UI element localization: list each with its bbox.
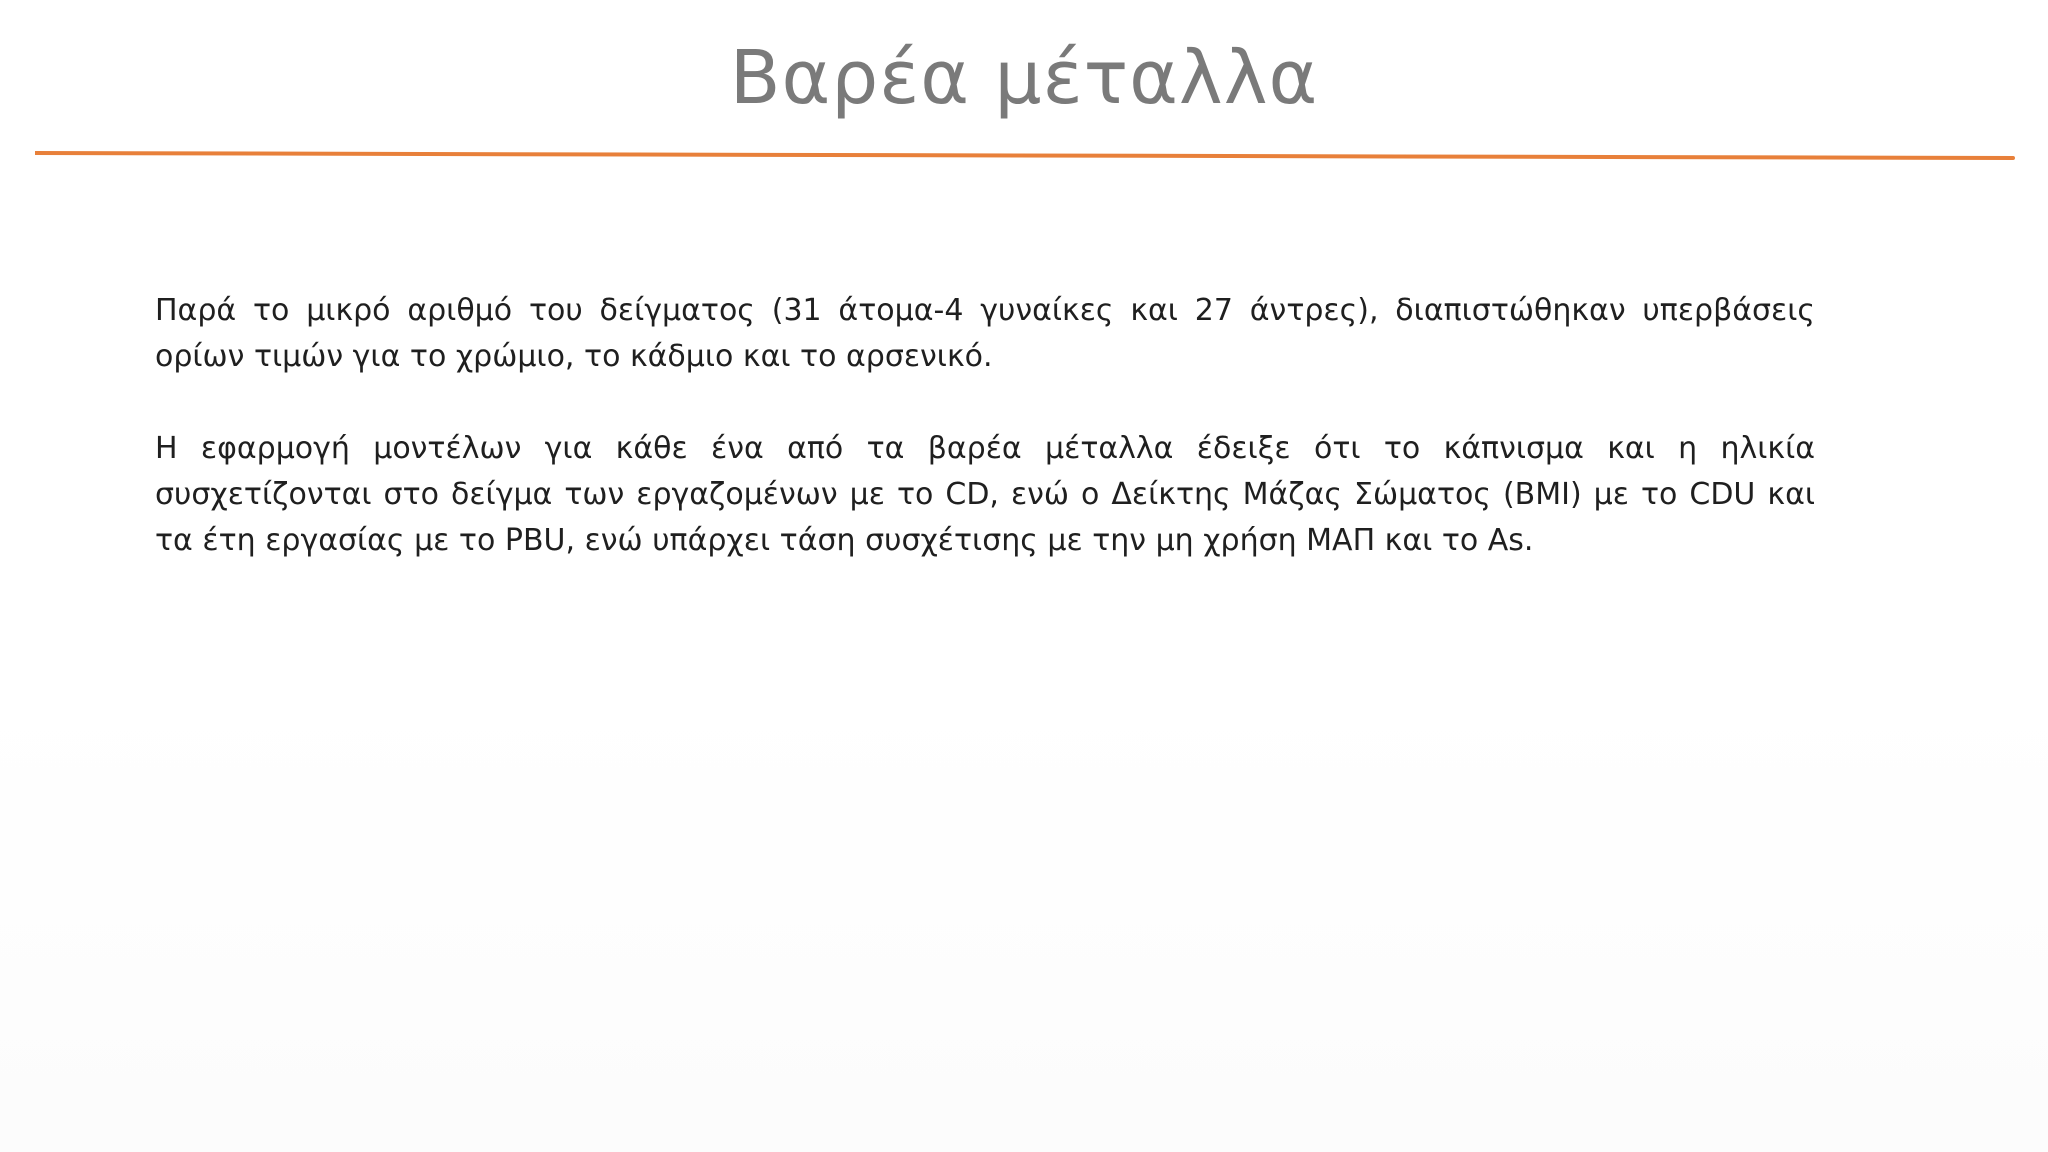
slide-body	[155, 288, 1815, 564]
divider-line	[35, 147, 2015, 161]
paragraph-model-findings: Η εφαρμογή μοντέλων για κάθε ένα από τα βαρέα μέταλλα έδειξε ότι το κάπνισμα και η ηλικία συσχετίζονται στο δείγμα των εργαζομένων με το CD, ενώ ο Δείκτης Μάζας Σώματος (BMI) με το CDU και τα έτη εργασίας με το PBU, ενώ υπάρχει τάση συσχέτισης με την μη χρήση ΜΑΠ και το As.	[155, 431, 1815, 558]
paragraph-sample-summary: Παρά το μικρό αριθμό του δείγματος (31 άτομα-4 γυναίκες και 27 άντρες), διαπιστώθηκαν υπερβάσεις ορίων τιμών για το χρώμιο, το κάδμιο και το αρσενικό.	[155, 293, 1815, 374]
slide-title: Βαρέα μέταλλα	[729, 35, 1319, 121]
